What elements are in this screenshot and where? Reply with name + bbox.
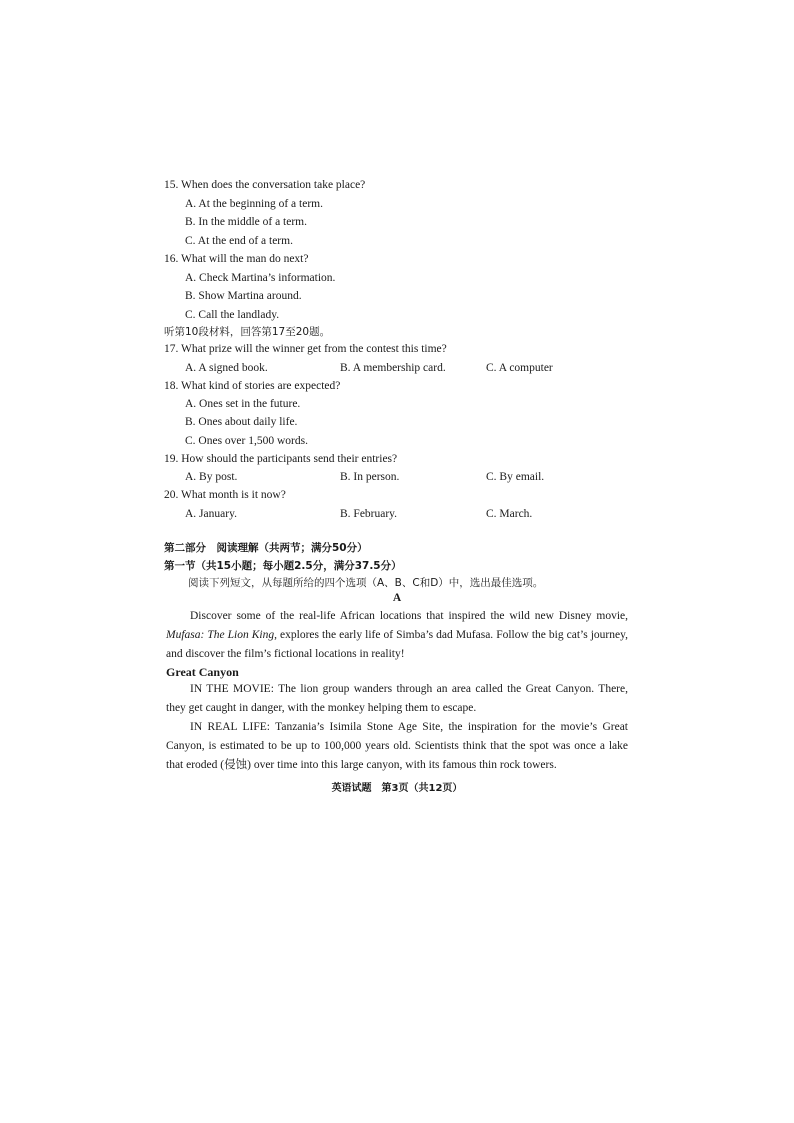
option-16a: A. Check Martina’s information. <box>185 272 336 284</box>
option-15b: B. In the middle of a term. <box>185 216 307 228</box>
option-18c: C. Ones over 1,500 words. <box>185 435 308 447</box>
question-number: 18. <box>164 380 179 392</box>
option-20a: A. January. <box>185 508 237 520</box>
question-18 <box>164 379 340 393</box>
question-number: 17. <box>164 343 179 355</box>
option-19b: B. In person. <box>340 471 400 483</box>
reading-directions: 阅读下列短文，从每题所给的四个选项（A、B、C和D）中，选出最佳选项。 <box>188 577 544 589</box>
page-footer: 英语试题 第3页（共12页） <box>331 783 463 794</box>
passage-letter: A <box>392 592 402 604</box>
question-text: What kind of stories are expected? <box>181 380 341 392</box>
part-heading: 第二部分 阅读理解（共两节；满分50分） <box>164 542 368 554</box>
option-15c: C. At the end of a term. <box>185 235 293 247</box>
question-text: When does the conversation take place? <box>181 179 366 191</box>
movie-paragraph: IN THE MOVIE: The lion group wanders through an area called the Great Canyon. There, they get caught in danger, with the monkey helping them to escape. <box>166 683 628 714</box>
question-15 <box>164 178 365 192</box>
passage-intro <box>166 607 628 664</box>
option-19a: A. By post. <box>185 471 238 483</box>
real-life-paragraph: IN REAL LIFE: Tanzania’s Isimila Stone Age Site, the inspiration for the movie’s Great Canyon, is estimated to be up to 100,000 years old. Scientists think that the spot was once a lake that eroded (侵蚀) over time into this large canyon, with its famous thin rock towers. <box>166 721 628 771</box>
question-17 <box>164 342 447 356</box>
section-heading: 第一节（共15小题；每小题2.5分，满分37.5分） <box>164 560 402 572</box>
option-18a: A. Ones set in the future. <box>185 398 301 410</box>
question-number: 20. <box>164 489 179 501</box>
question-number: 19. <box>164 453 179 465</box>
question-number: 15. <box>164 179 179 191</box>
option-17b: B. A membership card. <box>340 362 446 374</box>
subheading: Great Canyon <box>166 665 239 679</box>
option-16c: C. Call the landlady. <box>185 309 280 321</box>
question-text: What will the man do next? <box>181 253 309 265</box>
option-19c: C. By email. <box>486 471 545 483</box>
question-number: 16. <box>164 253 179 265</box>
question-16 <box>164 252 308 266</box>
option-15a: A. At the beginning of a term. <box>185 198 323 210</box>
question-20 <box>164 488 286 502</box>
question-text: How should the participants send their entries? <box>181 453 398 465</box>
question-19 <box>164 452 397 466</box>
option-17a: A. A signed book. <box>185 362 268 374</box>
listening-instruction: 听第10段材料，回答第17至20题。 <box>164 326 331 338</box>
option-17c: C. A computer <box>486 362 553 374</box>
intro-text: Discover some of the real-life African locations that inspired the wild new Disney movie, <box>190 610 628 622</box>
option-18b: B. Ones about daily life. <box>185 416 298 428</box>
question-text: What prize will the winner get from the contest this time? <box>181 343 447 355</box>
intro-text-continued: , explores the early life of Simba’s dad Mufasa. Follow the big cat’s journey, and discover the film’s fictional locations in reality! <box>166 629 628 660</box>
option-20b: B. February. <box>340 508 398 520</box>
movie-title: Mufasa: The Lion King <box>166 629 275 641</box>
question-text: What month is it now? <box>181 489 286 501</box>
option-20c: C. March. <box>486 508 533 520</box>
option-16b: B. Show Martina around. <box>185 290 302 302</box>
